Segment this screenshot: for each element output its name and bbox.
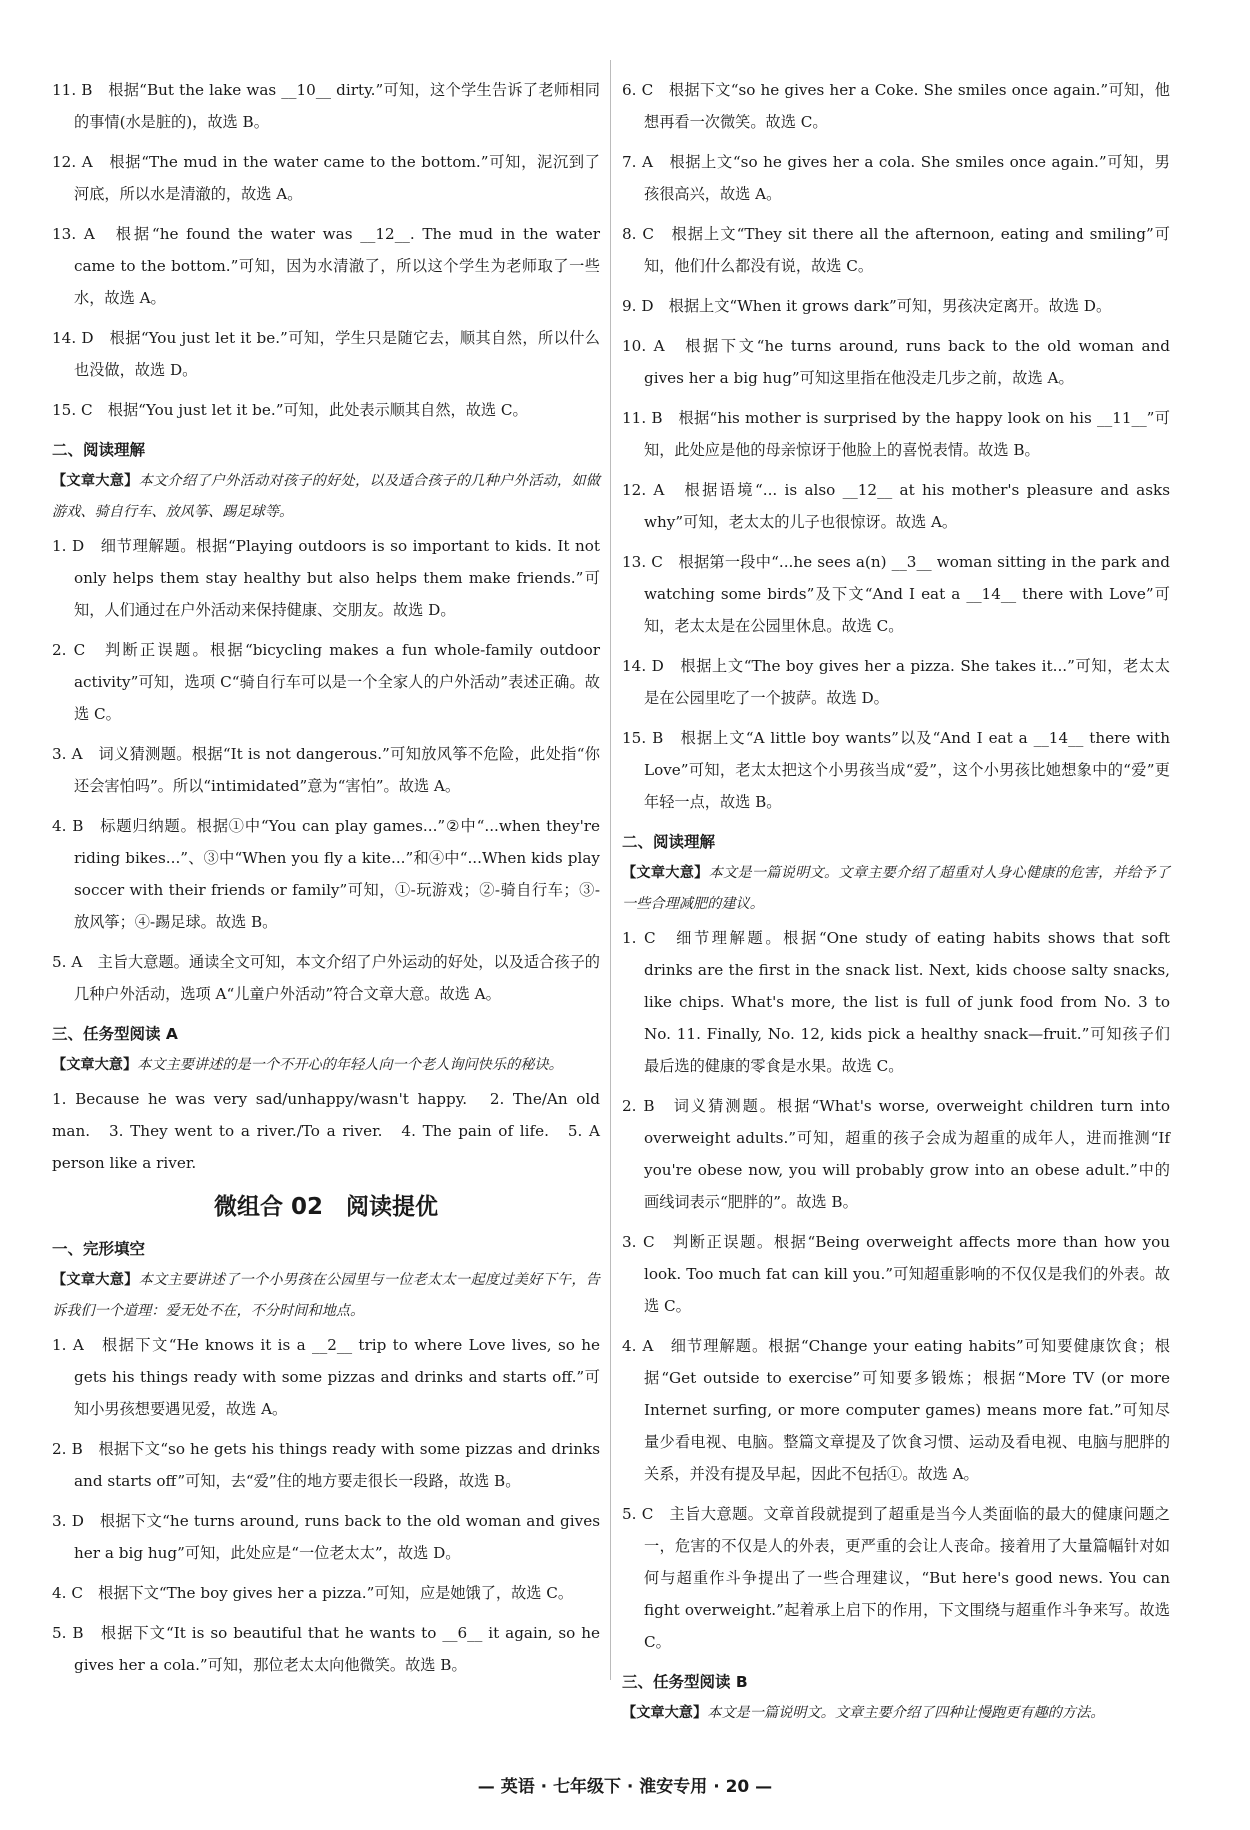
answer-item: 14. D 根据上文“The boy gives her a pizza. She takes it...”可知，老太太是在公园里吃了一个披萨。故选 D。	[622, 657, 1170, 707]
answer-item: 11. B 根据“his mother is surprised by the happy look on his __11__”可知，此处应是他的母亲惊讶于他脸上的喜悦表情。故选 B。	[622, 409, 1170, 459]
article-summary	[622, 858, 1170, 920]
answer-item: 2. C 判断正误题。根据“bicycling makes a fun whole-family outdoor activity”可知，选项 C“骑自行车可以是一个全家人的户外活动”表述正确。故选 C。	[52, 641, 600, 723]
answer-item: 15. C 根据“You just let it be.”可知，此处表示顺其自然，故选 C。	[52, 401, 528, 419]
answer-item: 14. D 根据“You just let it be.”可知，学生只是随它去，顺其自然，所以什么也没做，故选 D。	[52, 329, 600, 379]
section-heading: 三、任务型阅读 B	[622, 1673, 748, 1691]
answer-item: 4. A 细节理解题。根据“Change your eating habits”可知要健康饮食；根据“Get outside to exercise”可知要多锻炼；根据“More TV (or more Internet surfing, or more computer games) means more fat.”可知尽量少看电视、电脑。整篇文章提及了饮食习惯、运动及看电视、电脑与肥胖的关系，并没有提及早起，因此不包括①。故选 A。	[622, 1337, 1170, 1483]
answer-item: 9. D 根据上文“When it grows dark”可知，男孩决定离开。故选 D。	[622, 297, 1112, 315]
answer-item: 3. A 词义猜测题。根据“It is not dangerous.”可知放风筝不危险，此处指“你还会害怕吗”。所以“intimidated”意为“害怕”。故选 A。	[52, 745, 600, 795]
summary-label: 【文章大意】	[52, 1057, 138, 1073]
answer-item: 4. B 标题归纳题。根据①中“You can play games...”②中“...when they're riding bikes...”、③中“When you fly a kite...”和④中“...When kids play soccer with their friends or family”可知，①-玩游戏；②-骑自行车；③-放风筝；④-踢足球。故选 B。	[52, 817, 600, 931]
article-summary	[52, 1265, 600, 1327]
answer-item: 7. A 根据上文“so he gives her a cola. She smiles once again.”可知，男孩很高兴，故选 A。	[622, 153, 1170, 203]
answer-item: 12. A 根据语境“... is also __12__ at his mother's pleasure and asks why”可知，老太太的儿子也很惊讶。故选 A。	[622, 481, 1170, 531]
page-footer: — 英语 · 七年级下 · 淮安专用 · 20 —	[477, 1777, 773, 1797]
summary-text: 本文介绍了户外活动对孩子的好处，以及适合孩子的几种户外活动，如做游戏、骑自行车、放风筝、踢足球等。	[52, 473, 600, 520]
summary-label: 【文章大意】	[52, 473, 139, 489]
unit-title: 微组合 02 阅读提优	[213, 1194, 438, 1220]
section-heading: 二、阅读理解	[622, 833, 716, 851]
answer-item: 10. A 根据下文“he turns around, runs back to the old woman and gives her a big hug”可知这里指在他没走几步之前，故选 A。	[622, 337, 1170, 387]
answer-item: 3. C 判断正误题。根据“Being overweight affects more than how you look. Too much fat can kill you.”可知超重影响的不仅仅是我们的外表。故选 C。	[622, 1233, 1170, 1315]
summary-text: 本文主要讲述了一个小男孩在公园里与一位老太太一起度过美好下午，告诉我们一个道理：爱无处不在，不分时间和地点。	[52, 1272, 600, 1319]
answer-item: 5. A 主旨大意题。通读全文可知，本文介绍了户外运动的好处，以及适合孩子的几种户外活动，选项 A“儿童户外活动”符合文章大意。故选 A。	[52, 953, 600, 1003]
answer-item: 5. C 主旨大意题。文章首段就提到了超重是当今人类面临的最大的健康问题之一，危害的不仅是人的外表，更严重的会让人丧命。接着用了大量篇幅针对如何与超重作斗争提出了一些合理建议，“But here's good news. You can fight overweight.”起着承上启下的作用，下文围绕与超重作斗争来写。故选 C。	[622, 1505, 1170, 1651]
answer-item: 1. A 根据下文“He knows it is a __2__ trip to where Love lives, so he gets his things ready with some pizzas and drinks and starts off.”可知小男孩想要遇见爱，故选 A。	[52, 1336, 600, 1418]
section-heading: 一、完形填空	[52, 1240, 146, 1258]
answer-item: 4. C 根据下文“The boy gives her a pizza.”可知，应是她饿了，故选 C。	[52, 1584, 574, 1602]
answer-item: 3. D 根据下文“he turns around, runs back to the old woman and gives her a big hug”可知，此处应是“一位老太太”，故选 D。	[52, 1512, 600, 1562]
section-heading: 二、阅读理解	[52, 441, 146, 459]
answer-item: 13. C 根据第一段中“...he sees a(n) __3__ woman sitting in the park and watching some birds”及下文“And I eat a __14__ there with Love”可知，老太太是在公园里休息。故选 C。	[622, 553, 1170, 635]
answer-item: 11. B 根据“But the lake was __10__ dirty.”可知，这个学生告诉了老师相同的事情(水是脏的)，故选 B。	[52, 81, 600, 131]
answer-item: 6. C 根据下文“so he gives her a Coke. She smiles once again.”可知，他想再看一次微笑。故选 C。	[622, 81, 1170, 131]
section-heading: 三、任务型阅读 A	[52, 1025, 178, 1043]
right-column	[622, 74, 1170, 1731]
article-summary	[52, 466, 600, 528]
answer-item: 2. B 词义猜测题。根据“What's worse, overweight children turn into overweight adults.”可知，超重的孩子会成为超重的成年人，进而推测“If you're obese now, you will probably grow into an obese adult.”中的画线词表示“肥胖的”。故选 B。	[622, 1097, 1170, 1211]
article-summary	[52, 1050, 600, 1081]
answer-item: 15. B 根据上文“A little boy wants”以及“And I eat a __14__ there with Love”可知，老太太把这个小男孩当成“爱”，这个小男孩比她想象中的“爱”更年轻一点，故选 B。	[622, 729, 1170, 811]
answer-item: 13. A 根据“he found the water was __12__. The mud in the water came to the bottom.”可知，因为水清澈了，所以这个学生为老师取了一些水，故选 A。	[52, 225, 600, 307]
task-answers: 1. Because he was very sad/unhappy/wasn't happy. 2. The/An old man. 3. They went to a river./To a river. 4. The pain of life. 5. A person like a river.	[52, 1090, 600, 1172]
answer-item: 5. B 根据下文“It is so beautiful that he wants to __6__ it again, so he gives her a cola.”可知，那位老太太向他微笑。故选 B。	[52, 1624, 600, 1674]
answer-item: 1. C 细节理解题。根据“One study of eating habits shows that soft drinks are the first in the snack list. Next, kids choose salty snacks, like chips. What's more, the list is full of junk food from No. 3 to No. 11. Finally, No. 12, kids pick a healthy snack—fruit.”可知孩子们最后选的健康的零食是水果。故选 C。	[622, 929, 1170, 1075]
summary-label: 【文章大意】	[622, 1705, 708, 1721]
article-summary	[622, 1698, 1170, 1729]
left-column	[52, 74, 600, 1689]
answer-item: 8. C 根据上文“They sit there all the afternoon, eating and smiling”可知，他们什么都没有说，故选 C。	[622, 225, 1170, 275]
answer-item: 12. A 根据“The mud in the water came to the bottom.”可知，泥沉到了河底，所以水是清澈的，故选 A。	[52, 153, 600, 203]
answer-item: 1. D 细节理解题。根据“Playing outdoors is so important to kids. It not only helps them stay healthy but also helps them make friends.”可知，人们通过在户外活动来保持健康、交朋友。故选 D。	[52, 537, 600, 619]
summary-label: 【文章大意】	[52, 1272, 139, 1288]
summary-text: 本文是一篇说明文。文章主要介绍了超重对人身心健康的危害，并给予了一些合理减肥的建议。	[622, 865, 1170, 912]
summary-text: 本文是一篇说明文。文章主要介绍了四种让慢跑更有趣的方法。	[707, 1705, 1105, 1721]
summary-text: 本文主要讲述的是一个不开心的年轻人向一个老人询问快乐的秘诀。	[137, 1057, 563, 1073]
answer-item: 2. B 根据下文“so he gets his things ready with some pizzas and drinks and starts off”可知，去“爱”住的地方要走很长一段路，故选 B。	[52, 1440, 600, 1490]
summary-label: 【文章大意】	[622, 865, 709, 881]
